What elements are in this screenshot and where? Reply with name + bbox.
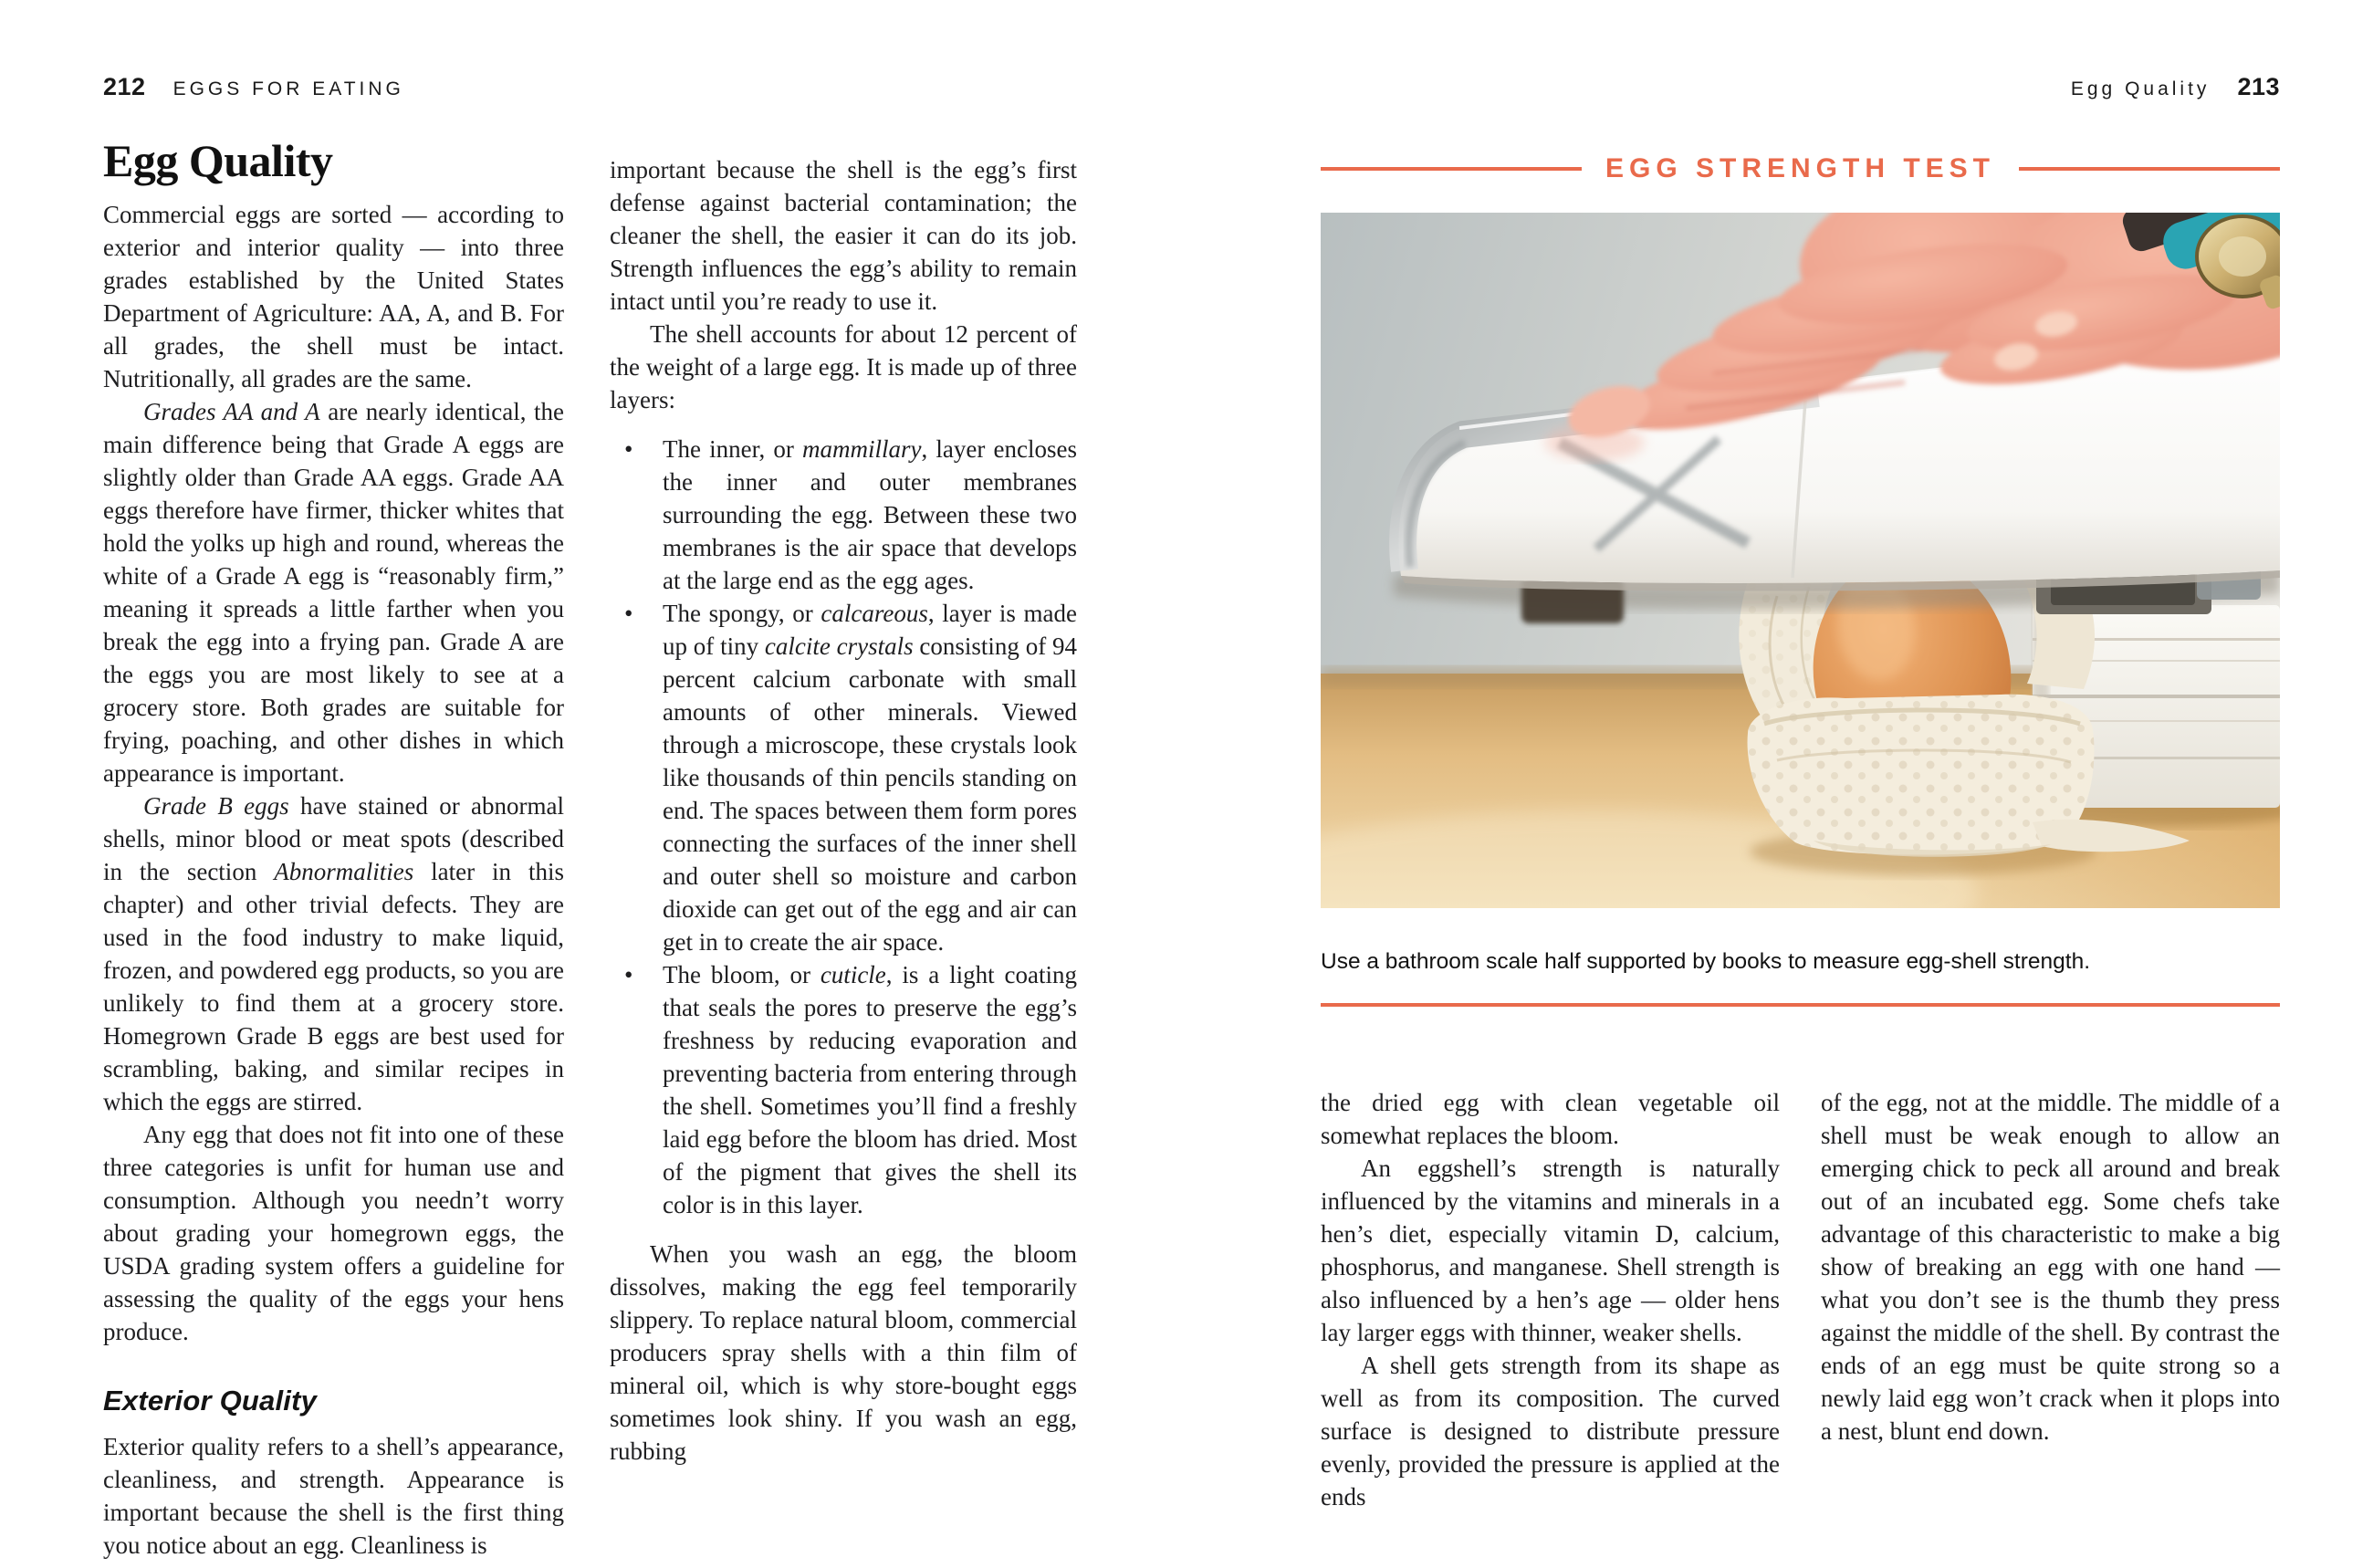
paragraph: The shell accounts for about 12 percent of the weight of a large egg. It is made up of three layers:	[610, 320, 1077, 413]
bullet-text: , layer is made up of tiny	[663, 600, 1077, 660]
term-cuticle: cuticle	[820, 961, 886, 988]
feature-heading-block	[1321, 153, 2280, 184]
paragraph-text: are nearly identical, the main difference being that Grade A eggs are slightly older than Grade AA eggs. Grade AA eggs therefore have firmer, thicker whites that hold the yolks up high and round, whereas the white of a Grade A egg is “reasonably firm,” meaning it spreads a little farther when you break the egg into a frying pan. Grade A are the eggs you are most likely to see at a grocery store. Both grades are suitable for frying, poaching, and other dishes in which appearance is important.	[103, 397, 564, 787]
paragraph: Any egg that does not fit into one of these three categories is unfit for human use and consumption. Although you needn’t worry about grading your homegrown eggs, the USDA grading system offers a guideline for assessing the quality of the eggs your hens produce.	[103, 1120, 564, 1345]
bullet-text: The spongy, or	[663, 600, 821, 627]
subheading-exterior-quality: Exterior Quality	[103, 1384, 318, 1416]
bullet-text: The inner, or	[663, 435, 803, 463]
term-calcareous: calcareous	[821, 600, 928, 627]
feature-heading: EGG STRENGTH TEST	[1605, 153, 1996, 183]
page-number-right: 213	[2237, 73, 2280, 100]
page-number-left: 212	[103, 73, 146, 100]
bullet-text: , layer encloses the inner and outer membranes surrounding the egg. Between these two membranes is the air space that develops at the large end as the egg ages.	[663, 435, 1077, 594]
paragraph-text: later in this chapter) and other trivial defects. They are used in the food industry to make liquid, frozen, and powdered egg products, so you are unlikely to find them at a grocery store. Homegrown Grade B eggs are best used for scrambling, baking, and similar recipes in which the eggs are stirred.	[103, 857, 564, 1115]
paragraph: important because the shell is the egg’s first defense against bacterial contamination; the cleaner the shell, the easier it can do its job. Strength influences the egg’s ability to remain intact until you’re ready to use it.	[610, 156, 1077, 315]
bullet-item-cuticle	[610, 958, 1077, 1221]
paragraph: of the egg, not at the middle. The middle of a shell must be weak enough to allow an emerging chick to peck all around and break out of an incubated egg. Some chefs take advantage of this characteristic to make a big show of breaking an egg with one hand — what you don’t see is the thumb they press against the middle of the shell. By contrast the ends of an egg must be quite strong so a newly laid egg won’t crack when it plops into a nest, blunt end down.	[1821, 1089, 2280, 1445]
paragraph: A shell gets strength from its shape as well as from its composition. The curved surface is designed to distribute pressure evenly, provided the pressure is applied at the ends	[1321, 1352, 1780, 1511]
running-head-right	[2071, 73, 2280, 101]
bullet-text: The bloom, or	[663, 961, 821, 988]
running-head-left-label: EGGS FOR EATING	[172, 78, 404, 99]
paragraph: When you wash an egg, the bloom dissolves, making the egg feel temporarily slippery. To replace natural bloom, commercial producers spray shells with a thin film of mineral oil, which is why store-bought eggs sometimes look shiny. If you wash an egg, rubbing	[610, 1240, 1077, 1465]
paragraph	[103, 395, 564, 789]
feature-rule-left	[1321, 167, 1582, 171]
page-title: Egg Quality	[103, 135, 333, 186]
running-head-right-label: Egg Quality	[2070, 78, 2211, 99]
bullet-text: , is a light coating that seals the pores to preserve the egg’s freshness by reducing evaporation and preventing bacteria from entering through the shell. Sometimes you’ll find a freshly laid egg before the bloom has dried. Most of the pigment that gives the shell its color is in this layer.	[663, 961, 1077, 1218]
abnormalities-ref: Abnormalities	[274, 857, 414, 885]
shell-layers-bullet-list	[610, 433, 1077, 1221]
paragraph: the dried egg with clean vegetable oil somewhat replaces the bloom.	[1321, 1089, 1780, 1149]
egg-strength-test-photo	[1321, 213, 2280, 908]
paragraph	[103, 789, 564, 1118]
term-calcite-crystals: calcite crystals	[764, 632, 914, 660]
grade-b-lead: Grade B eggs	[143, 791, 289, 820]
bullet-text: consisting of 94 percent calcium carbonate with small amounts of other minerals. Viewed through a microscope, these crystals look like thousands of thin pencils standing on end. The spaces between them form pores connecting the surfaces of the inner shell and outer shell so moisture and carbon dioxide can get out of the egg and air can get in to create the air space.	[663, 632, 1077, 956]
paragraph: An eggshell’s strength is naturally influenced by the vitamins and minerals in a hen’s diet, especially vitamin D, calcium, phosphorus, and manganese. Shell strength is also influenced by a hen’s age — older hens lay larger eggs with thinner, weaker shells.	[1321, 1155, 1780, 1346]
bullet-item-mammillary	[610, 433, 1077, 597]
bullet-item-calcareous	[610, 597, 1077, 958]
left-column-1	[103, 137, 564, 1562]
term-mammillary: mammillary	[802, 435, 922, 463]
caption-divider-rule	[1321, 1003, 2280, 1007]
photo-caption: Use a bathroom scale half supported by books to measure egg-shell strength.	[1321, 949, 2091, 974]
feature-rule-right	[2019, 167, 2280, 171]
paragraph: Commercial eggs are sorted — according to exterior and interior quality — into three grades established by the United States Department of Agriculture: AA, A, and B. For all grades, the shell must be intact. Nutritionally, all grades are the same.	[103, 200, 564, 392]
running-head-left	[103, 73, 404, 101]
left-column-2	[610, 153, 1077, 1468]
right-column-2	[1821, 1086, 2280, 1448]
right-column-1	[1321, 1086, 1780, 1513]
paragraph-text: have stained or abnormal shells, minor blood or meat spots (described in the section	[103, 791, 564, 885]
grades-aa-a-lead: Grades AA and A	[143, 397, 320, 425]
paragraph: Exterior quality refers to a shell’s appearance, cleanliness, and strength. Appearance is important because the shell is the first thing you notice about an egg. Cleanliness is	[103, 1432, 564, 1559]
